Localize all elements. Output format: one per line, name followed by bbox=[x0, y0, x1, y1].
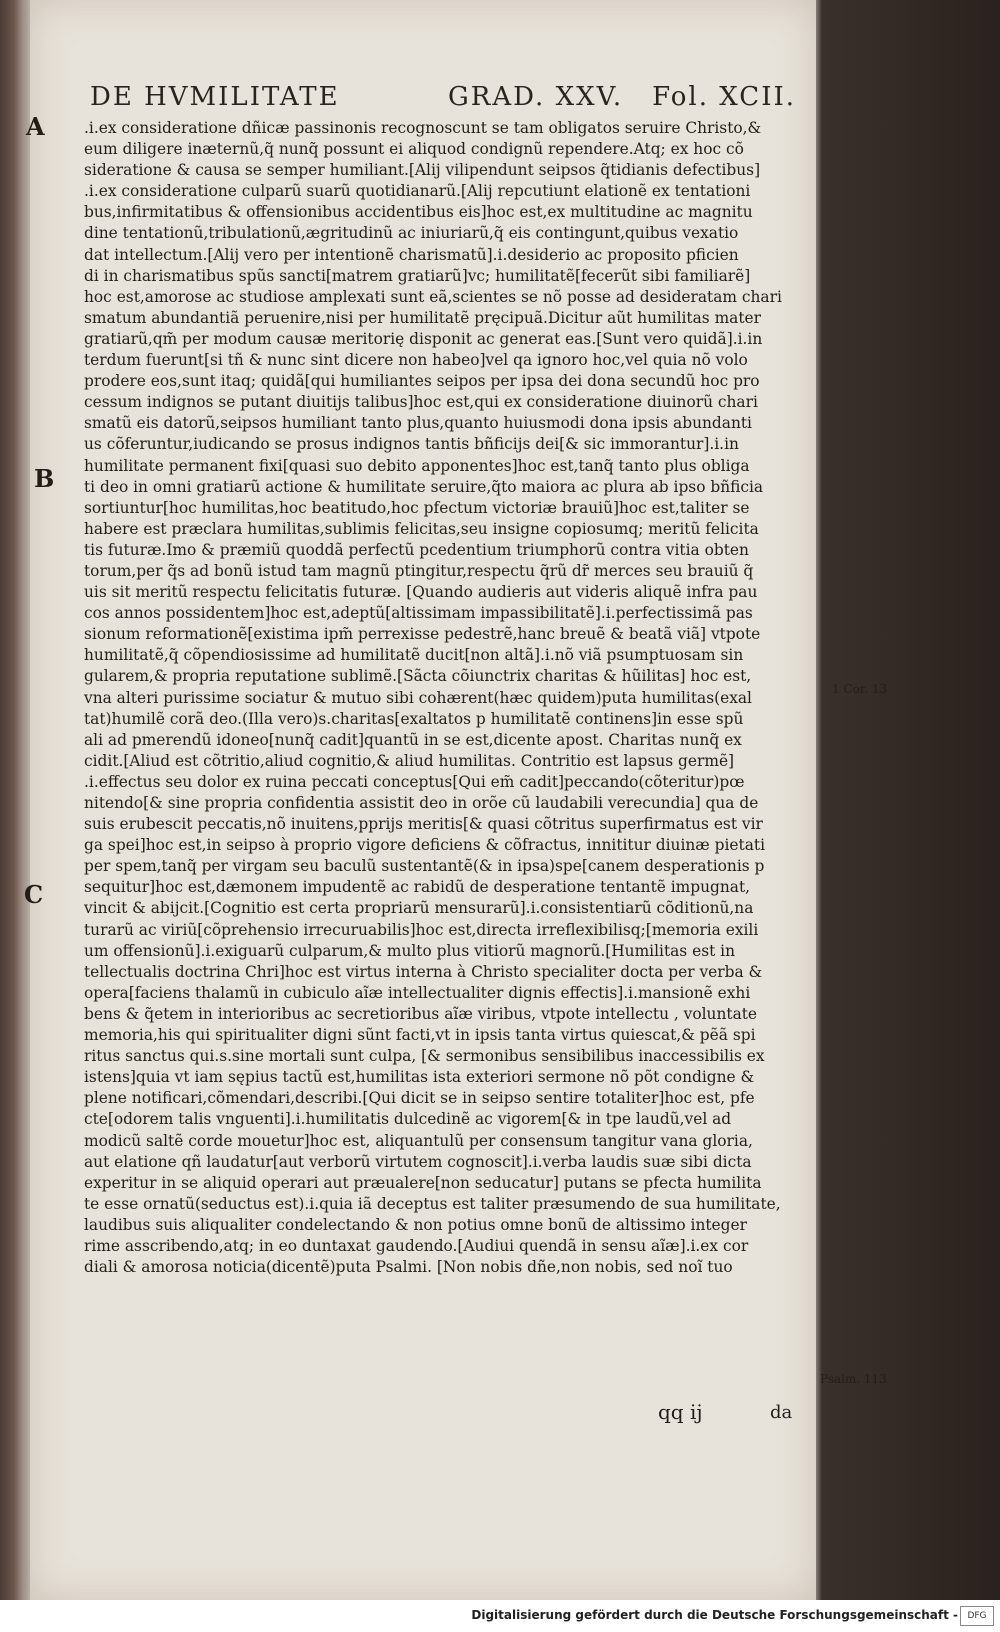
margin-note-cor: 1 Cor. 13 bbox=[832, 682, 888, 696]
text-line: per spem,tanq̃ per virgam seu baculũ sustentantẽ(& in ipsa)spe[canem desperationis p bbox=[84, 857, 765, 876]
running-header bbox=[90, 82, 796, 116]
text-line: aut elatione qñ laudatur[aut verborũ virtutem cognoscit].i.verba laudis suæ sibi dicta bbox=[84, 1152, 752, 1171]
text-line: um offensionũ].i.exiguarũ culparum,& multo plus vitiorũ magnorũ.[Humilitas est in bbox=[84, 941, 736, 960]
text-line: experitur in se aliquid operari aut præualere[non seducatur] putans se pfecta humilita bbox=[84, 1173, 762, 1192]
text-line: .i.effectus seu dolor ex ruina peccati conceptus[Qui em̃ cadit]peccando(cõteritur)pœ bbox=[84, 772, 745, 791]
text-line: habere est præclara humilitas,sublimis felicitas,seu insigne copiosumq; meritũ felicita bbox=[84, 519, 759, 538]
text-line: tat)humilẽ corã deo.(Illa vero)s.charitas[exaltatos p humilitatẽ continens]in esse spũ bbox=[84, 709, 744, 728]
text-line: gularem,& propria reputatione sublimẽ.[Sãcta cõiunctrix charitas & hũilitas] hoc est, bbox=[84, 667, 752, 686]
text-line: ali ad pmerendũ idoneo[nunq̃ cadit]quantũ in se est,dicente apost. Charitas nunq̃ ex bbox=[84, 730, 742, 749]
text-line: cessum indignos se putant diuitijs talibus]hoc est,qui ex consideratione diuinorũ chari bbox=[84, 393, 758, 412]
text-line: tellectualis doctrina Chri]hoc est virtus interna à Christo specialiter docta per verba & bbox=[84, 962, 763, 981]
signature-mark: qq ij bbox=[658, 1400, 703, 1424]
text-line: istens]quia vt iam sępius tactũ est,humilitas ista exteriori sermone nõ põt condigne & bbox=[84, 1068, 755, 1087]
text-line: opera[faciens thalamũ in cubiculo aĩæ intellectualiter dignis effectis].i.mansionẽ exhi bbox=[84, 983, 751, 1002]
section-marker-b: B bbox=[34, 464, 55, 493]
text-line: sionum reformationẽ[existima ipm̃ perrexisse pedestrẽ,hanc breuẽ & beatã viã] vtpote bbox=[84, 625, 761, 644]
text-line: nitendo[& sine propria confidentia assistit deo in orõe cũ laudabili verecundia] qua de bbox=[84, 794, 759, 812]
text-line: vna alteri purissime sociatur & mutuo sibi cohærent(hæc quidem)puta humilitas(exal bbox=[84, 688, 752, 707]
text-line: te esse ornatũ(seductus est).i.quia iã deceptus est taliter præsumendo de sua humilitate, bbox=[84, 1194, 781, 1213]
text-line: terdum fuerunt[si tñ & nunc sint dicere non habeo]vel qa ignoro hoc,vel quia nõ volo bbox=[84, 351, 748, 370]
text-line: prodere eos,sunt itaq; quidã[qui humiliantes seipos per ipsa dei dona secundũ hoc pro bbox=[84, 372, 760, 391]
text-line: smatũ eis datorũ,seipsos humiliant tanto plus,quanto huiusmodi dona ipsis abundanti bbox=[84, 414, 752, 433]
catchword: da bbox=[770, 1402, 793, 1423]
text-line: modicũ saltẽ corde mouetur]hoc est, aliquantulũ per consensum tangitur vana gloria, bbox=[84, 1131, 753, 1150]
text-line: uis sit meritũ respectu felicitatis futuræ. [Quando audieris aut videris aliquẽ infra pau bbox=[84, 583, 758, 602]
text-line: smatum abundantiã peruenire,nisi per humilitatẽ pręcipuã.Dicitur aũt humilitas mater bbox=[84, 308, 762, 327]
text-line: bus,infirmitatibus & offensionibus accidentibus eis]hoc est,ex multitudine ac magnitu bbox=[84, 203, 753, 222]
text-line: humilitate permanent fixi[quasi suo debito apponentes]hoc est,tanq̃ tanto plus obliga bbox=[84, 456, 750, 475]
text-line: cte[odorem talis vnguenti].i.humilitatis dulcedinẽ ac vigorem[& in tpe laudũ,vel ad bbox=[84, 1110, 732, 1129]
text-line: humilitatẽ,q̃ cõpendiosissime ad humilitatẽ ducit[non altã].i.nõ viã psumptuosam sin bbox=[84, 646, 744, 665]
text-line: plene notificari,cõmendari,describi.[Qui dicit se in seipso sentire totaliter]hoc est, pfe bbox=[84, 1089, 755, 1108]
text-line: laudibus suis aliqualiter condelectando & non potius omne bonũ de altissimo integer bbox=[84, 1215, 747, 1234]
text-line: sideratione & causa se semper humiliant.[Alij vilipendunt seipsos q̃tidianis defectibus] bbox=[84, 161, 761, 180]
section-marker-a: A bbox=[26, 112, 45, 141]
main-text bbox=[84, 118, 792, 1278]
text-line: sortiuntur[hoc humilitas,hoc beatitudo,hoc pfectum victoriæ brauiũ]hoc est,taliter se bbox=[84, 498, 750, 517]
dfg-logo: DFG bbox=[960, 1606, 994, 1626]
footer-bar bbox=[0, 1600, 1000, 1632]
margin-note-psalm: Psalm. 113 bbox=[820, 1372, 887, 1386]
text-line: ga spei]hoc est,in seipso à proprio vigore deficiens & cõfractus, innititur diuinæ pietati bbox=[84, 836, 766, 855]
section-marker-c: C bbox=[24, 880, 44, 909]
text-line: suis erubescit peccatis,nõ inuitens,pprijs meritis[& quasi cõtritus superfirmatus est vir bbox=[84, 815, 763, 834]
book-page bbox=[24, 0, 816, 1600]
text-line: rime asscribendo,atq; in eo duntaxat gaudendo.[Audiui quendã in sensu aĩæ].i.ex cor bbox=[84, 1236, 749, 1255]
text-line: turarũ ac viriũ[cõprehensio irrecuruabilis]hoc est,directa irreflexibilisq;[memoria exili bbox=[84, 920, 759, 939]
text-line: vincit & abijcit.[Cognitio est certa propriarũ mensurarũ].i.consistentiarũ cõditionũ,na bbox=[84, 899, 754, 918]
text-line: di in charismatibus spũs sancti[matrem gratiarũ]vc; humilitatẽ[fecerũt sibi familiarẽ] bbox=[84, 266, 751, 285]
text-line: tis futuræ.Imo & præmiũ quoddã perfectũ pcedentium triumphorũ contra vitia obten bbox=[84, 540, 749, 559]
text-line: cos annos possidentem]hoc est,adeptũ[altissimam impassibilitatẽ].i.perfectissimã pas bbox=[84, 604, 753, 623]
text-line: ti deo in omni gratiarũ actione & humilitate seruire,q̃to maiora ac plura ab ipso bñficia bbox=[84, 477, 764, 496]
footer-credit: Digitalisierung gefördert durch die Deutsche Forschungsgemeinschaft - bbox=[471, 1608, 958, 1622]
text-line: .i.ex consideratione culparũ suarũ quotidianarũ.[Alij repcutiunt elationẽ ex tentationi bbox=[84, 182, 751, 201]
text-line: gratiarũ,qm̃ per modum causæ meritorię disponit ac generat eas.[Sunt vero quidã].i.in bbox=[84, 329, 763, 348]
text-line: us cõferuntur,iudicando se prosus indignos tantis bñficijs dei[& sic immorantur].i.in bbox=[84, 435, 739, 454]
text-line: ritus sanctus qui.s.sine mortali sunt culpa, [& sermonibus sensibilibus inaccessibilis ex bbox=[84, 1047, 765, 1066]
text-line: diali & amorosa noticia(dicentẽ)puta Psalmi. [Non nobis dñe,non nobis, sed noĩ tuo bbox=[84, 1258, 733, 1277]
text-line: .i.ex consideratione dñicæ passinonis recognoscunt se tam obligatos seruire Christo,& bbox=[84, 119, 762, 137]
text-line: dat intellectum.[Alij vero per intentionẽ charismatũ].i.desiderio ac proposito pficien bbox=[84, 245, 739, 264]
text-line: dine tentationũ,tribulationũ,ægritudinũ ac iniuriarũ,q̃ eis contingunt,quibus vexatio bbox=[84, 224, 739, 243]
text-line: sequitur]hoc est,dæmonem impudentẽ ac rabidũ de desperatione tentantẽ impugnat, bbox=[84, 878, 751, 897]
header-title: DE HVMILITATE bbox=[90, 82, 340, 112]
text-line: eum diligere inæternũ,q̃ nunq̃ possunt ei aliquod condignũ rependere.Atq; ex hoc cõ bbox=[84, 140, 744, 159]
header-folio: Fol. XCII. bbox=[652, 82, 796, 112]
text-line: hoc est,amorose ac studiose amplexati sunt eã,scientes se nõ posse ad desideratam chari bbox=[84, 287, 782, 306]
text-line: cidit.[Aliud est cõtritio,aliud cognitio,& aliud humilitas. Contritio est lapsus germẽ] bbox=[84, 751, 735, 770]
text-line: bens & q̃etem in interioribus ac secretioribus aĩæ viribus, vtpote intellectu , voluntate bbox=[84, 1004, 758, 1023]
text-line: torum,per q̃s ad bonũ istud tam magnũ ptingitur,respectu q̃rũ dr̃ merces seu brauiũ q̃ bbox=[84, 561, 754, 580]
text-line: memoria,his qui spiritualiter digni sũnt facti,vt in ipsis tanta virtus quiescat,& pẽã spi bbox=[84, 1026, 756, 1045]
header-grad: GRAD. XXV. bbox=[448, 82, 624, 112]
